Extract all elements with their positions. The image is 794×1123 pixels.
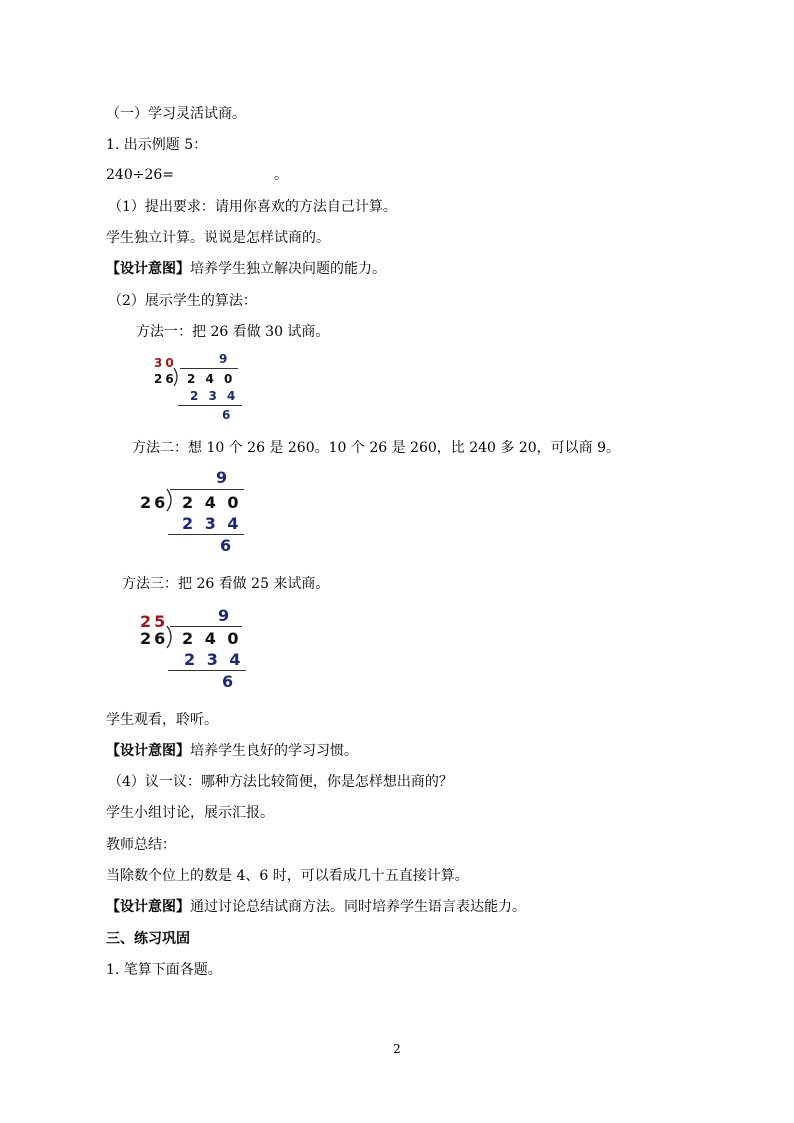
group-discussion-line: 学生小组讨论，展示汇报。 bbox=[106, 805, 274, 821]
subtraction-line bbox=[178, 405, 242, 406]
division-bracket bbox=[172, 368, 182, 388]
quotient: 9 bbox=[219, 352, 231, 366]
quotient: 9 bbox=[216, 468, 231, 487]
quotient-line bbox=[180, 368, 238, 369]
subtraction-line bbox=[168, 670, 246, 671]
design-intent-1 bbox=[106, 259, 386, 279]
method-one: 方法一：把 26 看做 30 试商。 bbox=[136, 324, 330, 340]
remainder: 6 bbox=[220, 536, 235, 555]
subtraction-line bbox=[168, 534, 244, 535]
example-expression bbox=[106, 165, 288, 185]
design-intent-3 bbox=[106, 897, 526, 917]
expression-text: 240÷26= bbox=[106, 167, 174, 183]
product: 2 3 4 bbox=[182, 514, 242, 533]
quotient-line bbox=[170, 489, 244, 490]
show-methods-line: （2）展示学生的算法： bbox=[108, 293, 257, 309]
design-intent-2 bbox=[106, 741, 358, 761]
division-bracket bbox=[165, 489, 177, 513]
dividend: 2 4 0 bbox=[182, 629, 242, 648]
remainder: 6 bbox=[222, 408, 234, 422]
example-intro: 1. 出示例题 5： bbox=[106, 137, 208, 153]
method-two: 方法二：想 10 个 26 是 260。10 个 26 是 260，比 240 多 20，可以商 9。 bbox=[132, 440, 620, 456]
divisor: 26 bbox=[154, 372, 177, 386]
practice-instruction: 1. 笔算下面各题。 bbox=[106, 962, 222, 978]
design-intent-tag: 【设计意图】 bbox=[106, 261, 190, 277]
section-heading-flexible-trial: （一）学习灵活试商。 bbox=[106, 106, 246, 122]
divisor: 26 bbox=[140, 629, 169, 648]
requirement-line: （1）提出要求：请用你喜欢的方法自己计算。 bbox=[108, 199, 397, 215]
product: 2 3 4 bbox=[190, 389, 239, 403]
quotient: 9 bbox=[218, 606, 233, 625]
estimate-divisor: 25 bbox=[140, 612, 169, 631]
page-number: 2 bbox=[393, 1042, 401, 1056]
long-division-method-two bbox=[138, 468, 258, 558]
student-observe-line: 学生观看，聆听。 bbox=[106, 712, 218, 728]
design-intent-tag: 【设计意图】 bbox=[106, 899, 190, 915]
discussion-question: （4）议一议：哪种方法比较简便，你是怎样想出商的？ bbox=[108, 774, 453, 790]
long-division-method-three bbox=[138, 604, 258, 694]
expression-end: 。 bbox=[274, 167, 288, 183]
divisor: 26 bbox=[140, 493, 169, 512]
dividend: 2 4 0 bbox=[187, 372, 236, 386]
quotient-line bbox=[170, 626, 242, 627]
design-intent-tag: 【设计意图】 bbox=[106, 743, 190, 759]
design-intent-text: 培养学生独立解决问题的能力。 bbox=[190, 261, 386, 277]
product: 2 3 4 bbox=[184, 650, 244, 669]
remainder: 6 bbox=[222, 672, 237, 691]
summary-rule: 当除数个位上的数是 4、6 时，可以看成几十五直接计算。 bbox=[106, 868, 469, 884]
section-heading-practice: 三、练习巩固 bbox=[106, 931, 190, 947]
student-calc-line: 学生独立计算。说说是怎样试商的。 bbox=[106, 230, 330, 246]
dividend: 2 4 0 bbox=[182, 493, 242, 512]
division-bracket bbox=[165, 626, 177, 650]
method-three: 方法三：把 26 看做 25 来试商。 bbox=[122, 576, 330, 592]
design-intent-text: 培养学生良好的学习习惯。 bbox=[190, 743, 358, 759]
design-intent-text: 通过讨论总结试商方法。同时培养学生语言表达能力。 bbox=[190, 899, 526, 915]
estimate-divisor: 30 bbox=[154, 356, 177, 370]
teacher-summary-label: 教师总结： bbox=[106, 837, 176, 853]
long-division-method-one bbox=[150, 352, 250, 424]
